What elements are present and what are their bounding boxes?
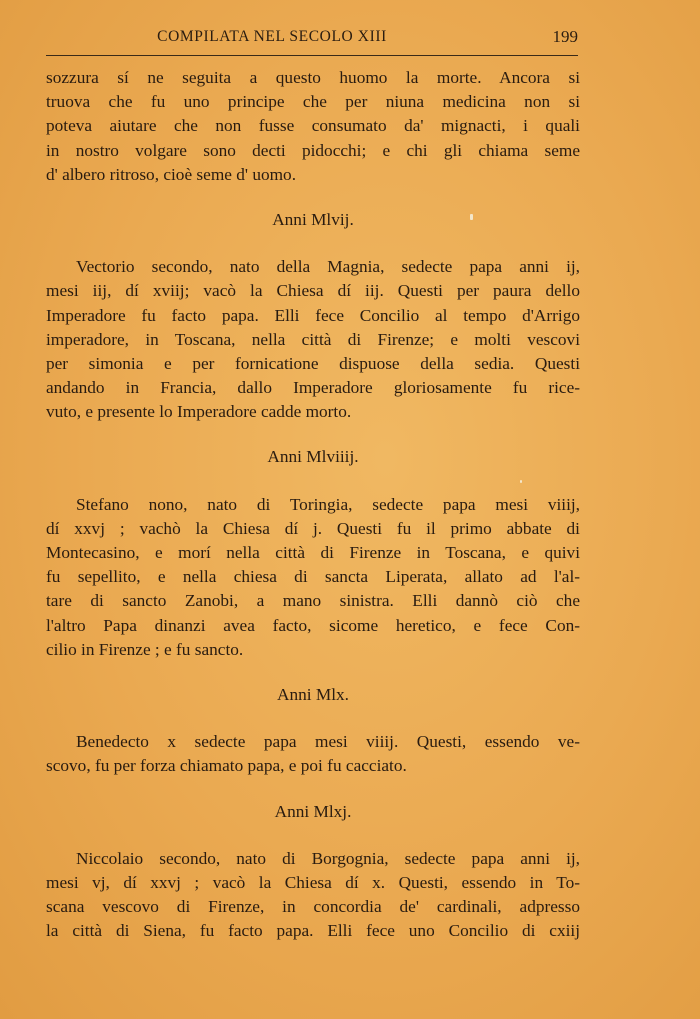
text-line: Vectorio secondo, nato della Magnia, sedecte papa anni ij, <box>76 257 580 277</box>
text-line: Imperadore fu facto papa. Elli fece Concilio al tempo d'Arrigo <box>46 305 580 325</box>
body-text <box>46 66 580 943</box>
text-line: l'altro Papa dinanzi avea facto, sicome heretico, e fece Con- <box>46 615 580 635</box>
page-number: 199 <box>552 27 578 46</box>
text-line: per simonia e per fornicatione dispuose della sedia. Questi <box>46 353 580 373</box>
text-line: la città di Siena, fu facto papa. Elli fece uno Concilio di cxiij <box>46 921 580 941</box>
running-title: COMPILATA NEL SECOLO XIII <box>157 28 387 45</box>
text-line: Stefano nono, nato di Toringia, sedecte papa mesi viiij, <box>76 494 580 514</box>
text-line: in nostro volgare sono decti pidocchi; e chi gli chiama seme <box>46 140 580 160</box>
text-line: cilio in Firenze ; e fu sancto. <box>46 639 244 659</box>
text-line: truova che fu uno principe che per niuna medicina non si <box>46 92 580 112</box>
text-line: poteva aiutare che non fusse consumato da' mignacti, i quali <box>46 116 580 136</box>
paper-speck <box>520 480 522 483</box>
text-line: vuto, e presente lo Imperadore cadde morto. <box>46 402 352 422</box>
header-rule <box>46 55 578 56</box>
section-heading: Anni Mlx. <box>276 684 349 704</box>
section-heading: Anni Mlxj. <box>274 801 352 821</box>
paper-speck <box>470 214 473 220</box>
text-line: fu sepellito, e nella chiesa di sancta Liperata, allato ad l'al- <box>46 567 580 587</box>
text-line: mesi vj, dí xxvj ; vacò la Chiesa dí x. Questi, essendo in To- <box>46 872 580 892</box>
paragraph <box>46 255 580 424</box>
paragraph <box>46 730 580 778</box>
text-line: scovo, fu per forza chiamato papa, e poi fu cacciato. <box>46 756 407 776</box>
text-line: dí xxvj ; vachò la Chiesa dí j. Questi fu il primo abbate di <box>46 518 580 538</box>
text-line: Benedecto x sedecte papa mesi viiij. Questi, essendo ve- <box>76 732 580 752</box>
section-heading: Anni Mlviiij. <box>267 447 359 467</box>
text-line: scana vescovo di Firenze, in concordia de' cardinali, adpresso <box>46 897 580 917</box>
running-head <box>46 28 578 52</box>
text-line: imperadore, in Toscana, nella città di Firenze; e molti vescovi <box>46 329 580 349</box>
paragraph <box>46 847 580 944</box>
text-line: sozzura sí ne seguita a questo huomo la morte. Ancora si <box>46 68 580 87</box>
section-heading: Anni Mlvij. <box>272 209 354 229</box>
paragraph <box>46 66 580 187</box>
paragraph <box>46 493 580 662</box>
text-line: andando in Francia, dallo Imperadore gloriosamente fu rice- <box>46 378 580 398</box>
text-line: Niccolaio secondo, nato di Borgognia, sedecte papa anni ij, <box>76 848 580 868</box>
text-line: Montecasino, e morí nella città di Firenze in Toscana, e quivi <box>46 543 580 562</box>
text-line: d' albero ritroso, cioè seme d' uomo. <box>46 164 297 184</box>
text-line: tare di sancto Zanobi, a mano sinistra. Elli dannò ciò che <box>46 591 580 611</box>
text-line: mesi iij, dí xviij; vacò la Chiesa dí iij. Questi per paura dello <box>46 281 580 301</box>
